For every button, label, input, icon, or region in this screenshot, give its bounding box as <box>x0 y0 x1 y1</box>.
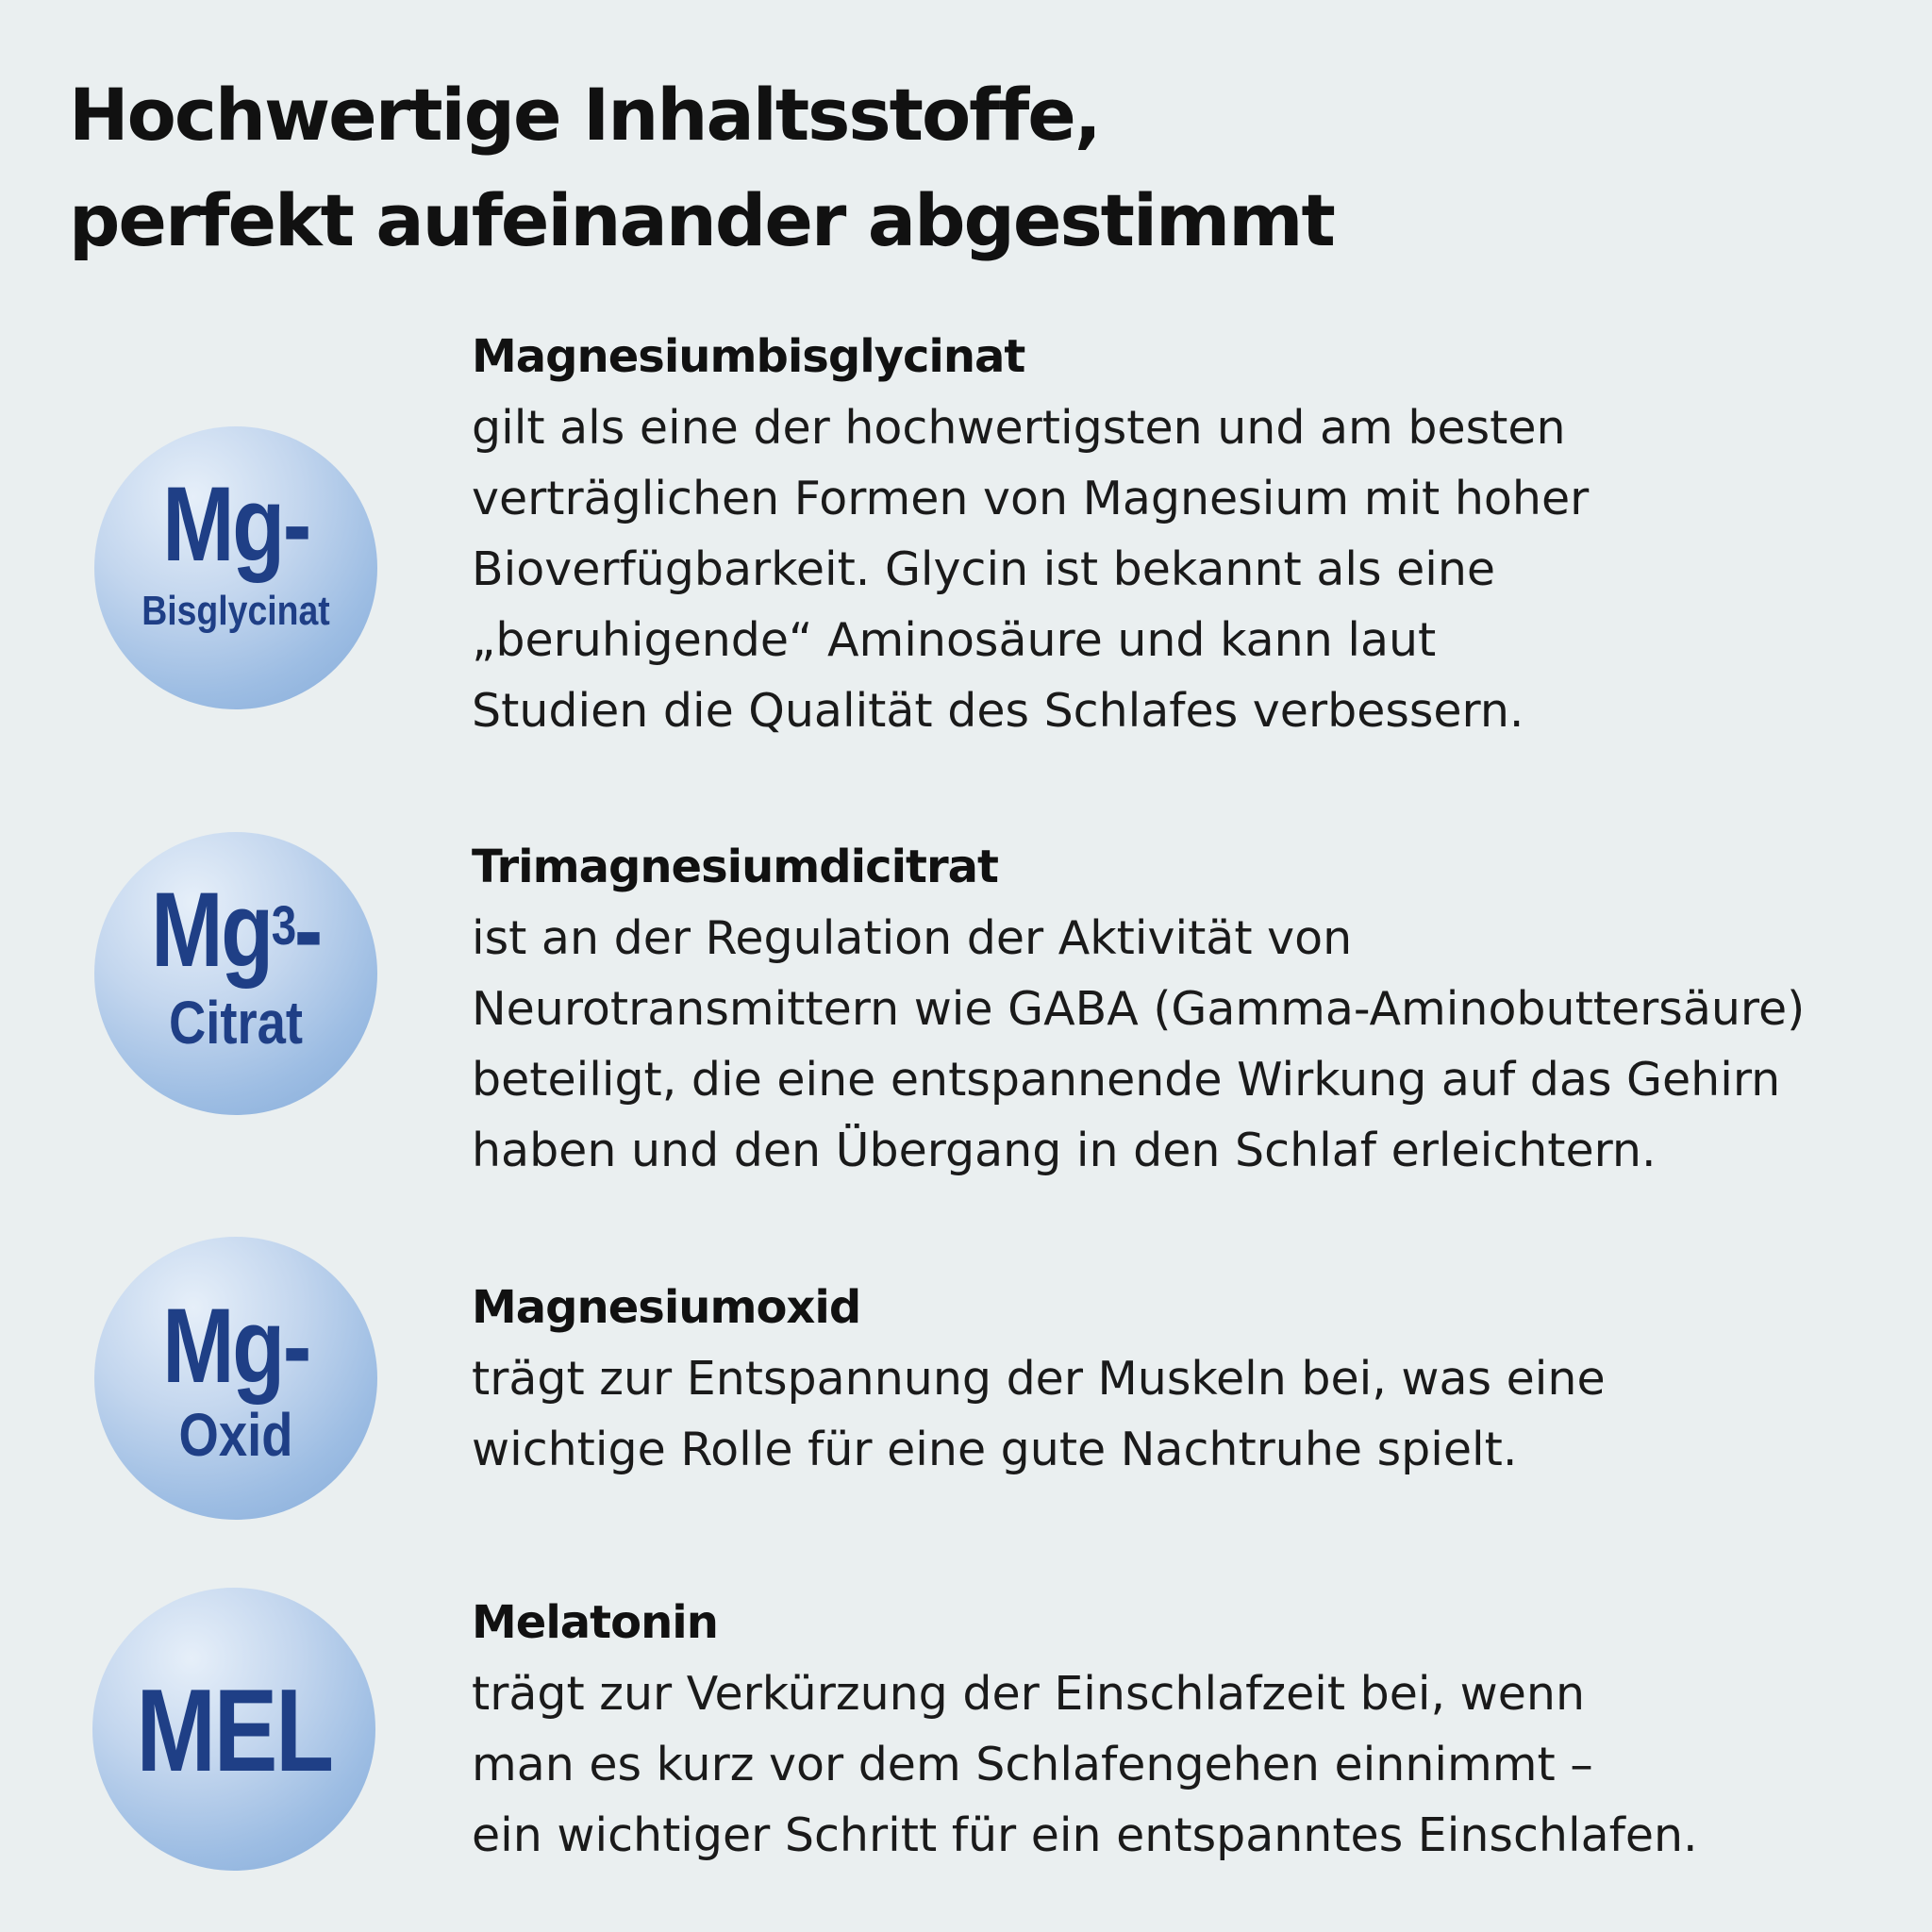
description-line: beteiligt, die eine entspannende Wirkung auf das Gehirn <box>472 1053 1781 1107</box>
badge-dash: - <box>293 871 321 989</box>
mg-bisglycinat-badge <box>94 426 377 709</box>
badge-main-label: Mg- <box>162 1287 309 1405</box>
description-line: Studien die Qualität des Schlafes verbessern. <box>472 684 1524 738</box>
description-line: Bioverfügbarkeit. Glycin ist bekannt als eine <box>472 542 1496 596</box>
description-line: ein wichtiger Schritt für ein entspanntes Einschlafen. <box>472 1808 1698 1862</box>
ingredient-name: Trimagnesiumdicitrat <box>472 841 998 893</box>
badge-main-label: Mg- <box>162 465 309 583</box>
badge-sub-label: Citrat <box>168 989 304 1057</box>
description-line: „beruhigende“ Aminosäure und kann laut <box>472 613 1437 667</box>
ingredient-name: Melatonin <box>472 1596 718 1649</box>
mg3-citrat-badge <box>94 832 377 1115</box>
ingredient-melatonin <box>472 1588 1887 1871</box>
badge-main-label <box>120 871 352 989</box>
badge-sub-label: Bisglycinat <box>142 588 330 634</box>
mel-badge <box>92 1588 375 1871</box>
description-line: gilt als eine der hochwertigsten und am besten <box>472 401 1566 455</box>
badge-main-label: MEL <box>136 1666 332 1796</box>
description-line: trägt zur Entspannung der Muskeln bei, was eine <box>472 1352 1606 1406</box>
ingredient-name: Magnesiumoxid <box>472 1281 861 1334</box>
description-line: haben und den Übergang in den Schlaf erleichtern. <box>472 1124 1657 1177</box>
page-title <box>69 62 1334 274</box>
badge-superscript: 3 <box>271 895 294 957</box>
description-line: verträglichen Formen von Magnesium mit hoher <box>472 472 1590 525</box>
description-line: wichtige Rolle für eine gute Nachtruhe spielt. <box>472 1423 1518 1476</box>
badge-sub-label: Oxid <box>178 1401 293 1469</box>
ingredient-name: Magnesiumbisglycinat <box>472 330 1025 383</box>
page-title-line-1: Hochwertige Inhaltsstoffe, <box>69 73 1100 157</box>
ingredient-description <box>472 1343 1887 1485</box>
description-line: trägt zur Verkürzung der Einschlafzeit bei, wenn <box>472 1667 1585 1721</box>
description-line: man es kurz vor dem Schlafengehen einnimmt – <box>472 1738 1593 1791</box>
page-title-line-2: perfekt aufeinander abgestimmt <box>69 178 1334 262</box>
ingredient-description <box>472 1658 1887 1871</box>
ingredient-magnesiumoxid <box>472 1273 1887 1485</box>
ingredient-trimagnesiumdicitrat <box>472 832 1887 1186</box>
description-line: Neurotransmittern wie GABA (Gamma-Aminobuttersäure) <box>472 982 1806 1036</box>
badge-element-symbol: Mg <box>151 871 272 989</box>
ingredient-description <box>472 392 1887 746</box>
mg-oxid-badge <box>94 1237 377 1520</box>
ingredient-magnesiumbisglycinat <box>472 322 1887 746</box>
description-line: ist an der Regulation der Aktivität von <box>472 911 1353 965</box>
ingredient-description <box>472 903 1887 1186</box>
